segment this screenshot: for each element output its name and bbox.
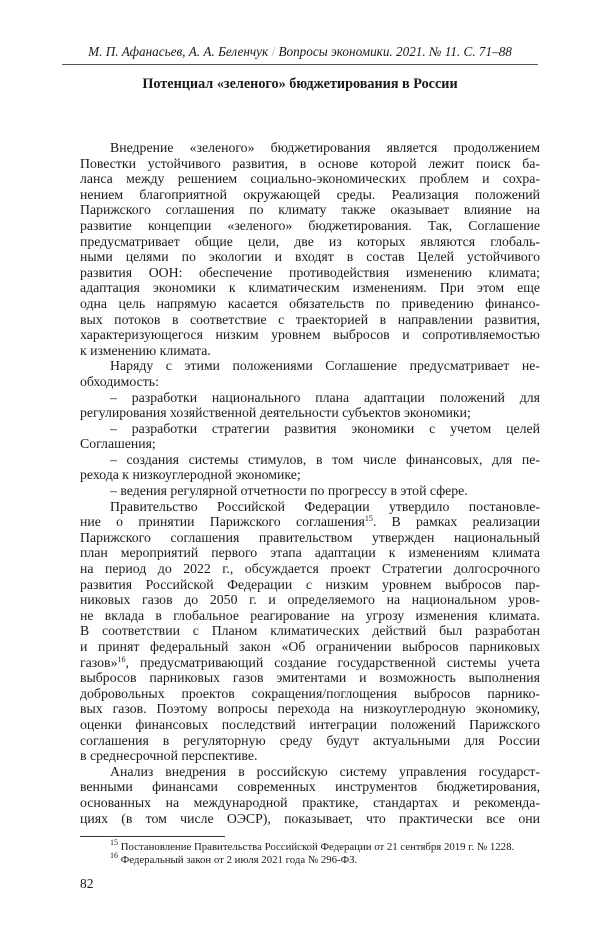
line-text: выбросов парниковых газов эмитентами и возможность выполнения bbox=[80, 670, 540, 686]
text-line bbox=[80, 436, 540, 452]
text-line bbox=[80, 577, 540, 593]
paragraph bbox=[80, 452, 540, 483]
text-line bbox=[80, 514, 540, 530]
text-line bbox=[80, 499, 540, 515]
text-line bbox=[80, 156, 540, 172]
line-text: обходимость: bbox=[80, 373, 159, 389]
line-text: развитие концепции «зеленого» бюджетирования. Так, Соглашение bbox=[80, 217, 540, 233]
line-text: развития ООН: обеспечение противодействия изменению климата; bbox=[80, 264, 540, 280]
footnote-text: Федеральный закон от 2 июля 2021 года № 296-ФЗ. bbox=[120, 854, 358, 866]
text-line bbox=[80, 374, 540, 390]
line-text: предусматривает общие цели, две из которых являются глобаль- bbox=[80, 233, 540, 249]
paragraph bbox=[80, 483, 540, 499]
line-text: к изменению климата. bbox=[80, 342, 211, 358]
text-line bbox=[80, 452, 540, 468]
line-text: Парижского соглашения правительством утвержден национальный bbox=[80, 529, 540, 545]
footnotes bbox=[110, 838, 515, 867]
line-text: нением благоприятной окружающей среды. Реализация положений bbox=[80, 186, 540, 202]
text-line bbox=[80, 390, 540, 406]
text-line bbox=[80, 249, 540, 265]
text-line bbox=[80, 280, 540, 296]
line-text: и принят федеральный закон «Об ограничении выбросов парниковых bbox=[80, 639, 540, 654]
line-text: . В рамках реализации bbox=[372, 514, 540, 530]
line-text: вых газов. Поэтому вопросы перехода на низкоуглеродную экономику, bbox=[80, 701, 540, 717]
footnote-ref: 16 bbox=[117, 654, 126, 664]
text-line bbox=[80, 639, 540, 655]
header-separator: / bbox=[271, 44, 276, 59]
line-text: Парижского соглашения по климату также оказывает влияние на bbox=[80, 202, 540, 218]
text-line bbox=[80, 202, 540, 218]
text-line bbox=[80, 467, 540, 483]
line-text: Внедрение «зеленого» бюджетирования является продолжением bbox=[110, 140, 540, 155]
line-text: ными целями по экологии и входят в состав Целей устойчивого bbox=[80, 249, 540, 265]
text-line bbox=[80, 779, 540, 795]
text-line bbox=[80, 234, 540, 250]
footnote-number: 16 bbox=[110, 851, 118, 860]
line-text: ние о принятии Парижского соглашения bbox=[80, 514, 365, 530]
line-text: В соответствии с Планом климатических действий был разработан bbox=[80, 623, 540, 639]
line-text: адаптация экономики к климатическим изменениям. При этом еще bbox=[80, 280, 540, 296]
line-text: не вклада в глобальное реагирование на угрозу изменения климата. bbox=[80, 607, 540, 623]
running-header bbox=[62, 44, 538, 65]
line-text: Анализ внедрения в российскую систему управления государст- bbox=[110, 763, 540, 779]
text-line bbox=[80, 218, 540, 234]
line-text: венными финансами современных инструментов бюджетирования, bbox=[80, 779, 540, 795]
text-line bbox=[80, 608, 540, 624]
line-text: план мероприятий первого этапа адаптации к изменениям климата bbox=[80, 545, 540, 561]
header-authors: М. П. Афанасьев, А. А. Беленчук bbox=[88, 44, 269, 59]
text-line bbox=[80, 701, 540, 717]
text-line bbox=[80, 483, 540, 499]
text-line bbox=[80, 530, 540, 546]
line-text: Наряду с этими положениями Соглашение предусматривает не- bbox=[110, 358, 540, 374]
line-text: основанных на международной практике, стандартах и рекоменда- bbox=[80, 794, 540, 810]
text-line bbox=[80, 764, 540, 780]
text-line bbox=[80, 327, 540, 343]
line-text: – разработки национального плана адаптации положений для bbox=[110, 389, 540, 405]
text-line bbox=[80, 405, 540, 421]
paragraph bbox=[80, 499, 540, 764]
footnote bbox=[110, 851, 514, 867]
text-line bbox=[80, 187, 540, 203]
line-text: регулирования хозяйственной деятельности субъектов экономики; bbox=[80, 405, 471, 421]
line-text: – ведения регулярной отчетности по прогрессу в этой сфере. bbox=[110, 483, 468, 499]
line-text: – разработки стратегии развития экономики с учетом целей bbox=[110, 420, 540, 436]
line-text: одна цель напрямую касается обязательств по приведению финансо- bbox=[80, 295, 540, 311]
text-line bbox=[80, 265, 540, 281]
text-line bbox=[80, 623, 540, 639]
line-text: развития Российской Федерации с низким уровнем выбросов пар- bbox=[80, 576, 540, 592]
line-text: вых потоков в соответствие с траекторией в направлении развития, bbox=[80, 311, 540, 327]
paragraph bbox=[80, 358, 540, 389]
body-text bbox=[80, 140, 540, 826]
section-title: Потенциал «зеленого» бюджетирования в России bbox=[142, 76, 458, 92]
text-line bbox=[80, 748, 540, 764]
text-line bbox=[80, 358, 540, 374]
line-text: характеризующегося низким уровнем выбросов и сопротивляемостью bbox=[80, 327, 540, 343]
line-text: оценки финансовых последствий интеграции положений Парижского bbox=[80, 716, 540, 732]
page-number: 82 bbox=[80, 876, 94, 891]
paragraph bbox=[80, 140, 540, 358]
line-text: добровольных проектов сокращения/поглощения выбросов парнико- bbox=[80, 685, 540, 701]
text-line bbox=[80, 561, 540, 577]
text-line bbox=[80, 545, 540, 561]
text-line bbox=[80, 811, 540, 827]
footnote bbox=[110, 838, 515, 854]
line-text: циях (в том числе ОЭСР), показывает, что практически все они bbox=[80, 810, 540, 826]
footnote-number: 15 bbox=[110, 838, 118, 847]
footnote-divider bbox=[80, 836, 225, 837]
text-line bbox=[80, 421, 540, 437]
text-line bbox=[80, 312, 540, 328]
line-text: ланса между решением социально-экономических проблем и сохра- bbox=[80, 171, 540, 187]
text-line bbox=[80, 343, 540, 359]
text-line bbox=[80, 795, 540, 811]
text-line bbox=[80, 655, 540, 671]
line-text: на период до 2022 г., обсуждается проект Стратегии долгосрочного bbox=[80, 561, 540, 577]
text-line bbox=[80, 592, 540, 608]
text-line bbox=[80, 171, 540, 187]
line-text: рехода к низкоуглеродной экономике; bbox=[80, 467, 301, 483]
line-text: Правительство Российской Федерации утвердило постановле- bbox=[110, 498, 540, 514]
text-line bbox=[80, 296, 540, 312]
line-text: , предусматривающий создание государственной системы учета bbox=[125, 654, 540, 670]
line-text: – создания системы стимулов, в том числе финансовых, для пе- bbox=[110, 451, 540, 467]
line-text: никовых газов до 2050 г. и определяемого на национальном уров- bbox=[80, 592, 540, 608]
text-line bbox=[80, 733, 540, 749]
header-journal: Вопросы экономики. 2021. № 11. С. 71–88 bbox=[278, 44, 512, 59]
text-line bbox=[80, 670, 540, 686]
line-text: соглашения в регуляторную среду будут актуальными для России bbox=[80, 732, 540, 748]
footnote-ref: 15 bbox=[364, 514, 373, 524]
paragraph bbox=[80, 764, 540, 826]
line-text: Повестки устойчивого развития, в основе которой лежит поиск ба- bbox=[80, 155, 540, 171]
line-text: газов» bbox=[80, 654, 118, 670]
text-line bbox=[80, 140, 540, 156]
line-text: Соглашения; bbox=[80, 436, 156, 452]
text-line bbox=[80, 717, 540, 733]
paragraph bbox=[80, 390, 540, 421]
footnote-text: Постановление Правительства Российской Федерации от 21 сентября 2019 г. № 1228. bbox=[120, 841, 515, 853]
line-text: в среднесрочной перспективе. bbox=[80, 748, 258, 764]
paragraph bbox=[80, 421, 540, 452]
text-line bbox=[80, 686, 540, 702]
